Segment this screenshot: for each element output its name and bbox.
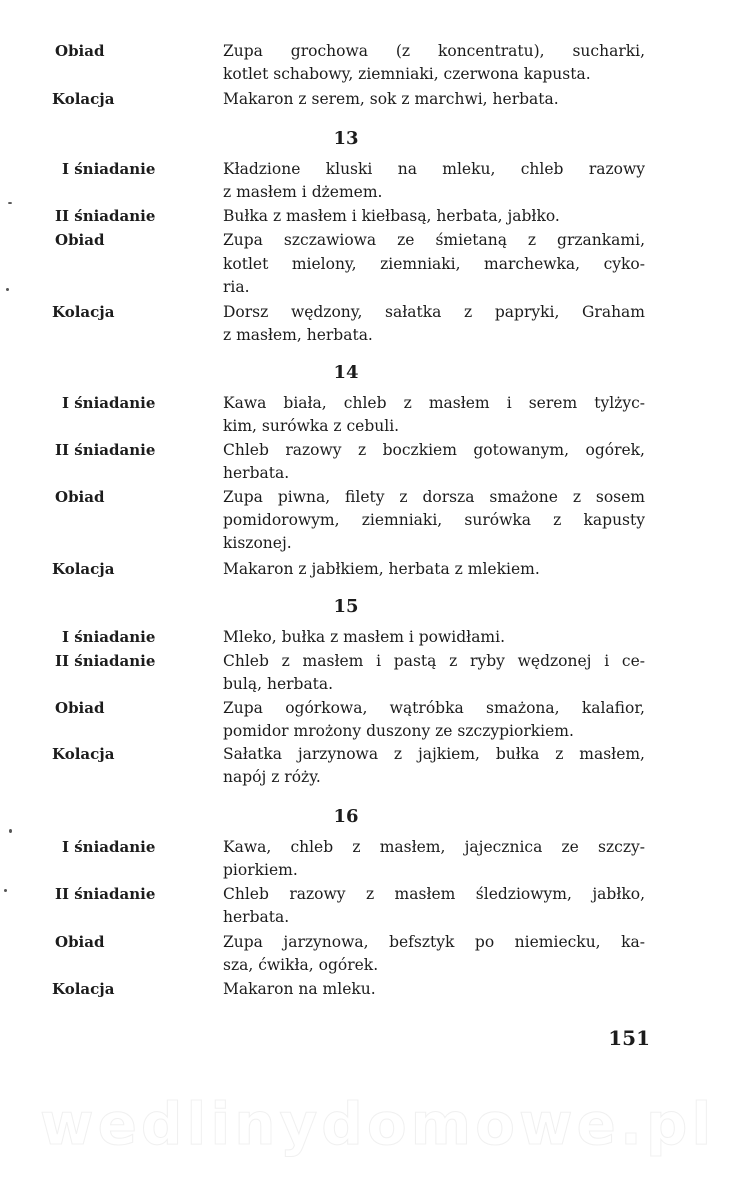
menu-text-line: Sałatka jarzynowa z jajkiem, bułka z masłem, <box>223 745 645 763</box>
meal-label: Kolacja <box>52 560 115 578</box>
menu-text-line: napój z róży. <box>223 768 321 786</box>
menu-text-line: Zupa grochowa (z koncentratu), sucharki, <box>223 42 645 60</box>
meal-label: Obiad <box>55 42 105 60</box>
menu-text-line: kiszonej. <box>223 534 292 552</box>
menu-text-line: herbata. <box>223 908 290 926</box>
menu-text-line: piorkiem. <box>223 861 298 879</box>
menu-text-line: z masłem, herbata. <box>223 326 373 344</box>
menu-text-line: Zupa piwna, filety z dorsza smażone z sosem <box>223 488 645 506</box>
watermark: wedlinydomowe.pl <box>40 1090 716 1158</box>
menu-text-line: Dorsz wędzony, sałatka z papryki, Graham <box>223 303 645 321</box>
menu-text-line: Makaron na mleku. <box>223 980 376 998</box>
print-speck <box>9 829 12 833</box>
day-number: 16 <box>333 806 359 827</box>
menu-text-line: ria. <box>223 278 250 296</box>
menu-text-line: Kawa, chleb z masłem, jajecznica ze szczy- <box>223 838 645 856</box>
meal-label: I śniadanie <box>62 160 156 178</box>
menu-text-line: kim, surówka z cebuli. <box>223 417 400 435</box>
menu-text-line: kotlet mielony, ziemniaki, marchewka, cyko- <box>223 255 645 273</box>
menu-text-line: bulą, herbata. <box>223 675 334 693</box>
menu-text-line: z masłem i dżemem. <box>223 183 383 201</box>
menu-text-line: pomidorowym, ziemniaki, surówka z kapusty <box>223 511 645 529</box>
meal-label: I śniadanie <box>62 394 156 412</box>
menu-text-line: pomidor mrożony duszony ze szczypiorkiem. <box>223 722 574 740</box>
meal-label: Kolacja <box>52 745 115 763</box>
meal-label: II śniadanie <box>55 441 156 459</box>
menu-text-line: Zupa szczawiowa ze śmietaną z grzankami, <box>223 231 645 249</box>
print-speck <box>6 288 9 291</box>
menu-text-line: Chleb razowy z masłem śledziowym, jabłko, <box>223 885 645 903</box>
meal-label: Kolacja <box>52 303 115 321</box>
meal-label: II śniadanie <box>55 652 156 670</box>
menu-text-line: Kładzione kluski na mleku, chleb razowy <box>223 160 645 178</box>
menu-text-line: Chleb razowy z boczkiem gotowanym, ogórek, <box>223 441 645 459</box>
meal-label: Kolacja <box>52 980 115 998</box>
menu-text-line: Makaron z serem, sok z marchwi, herbata. <box>223 90 559 108</box>
menu-text-line: sza, ćwikła, ogórek. <box>223 956 379 974</box>
menu-text-line: Mleko, bułka z masłem i powidłami. <box>223 628 506 646</box>
meal-label: Obiad <box>55 231 105 249</box>
menu-text-line: Chleb z masłem i pastą z ryby wędzonej i ce- <box>223 652 645 670</box>
page-number: 151 <box>608 1026 650 1050</box>
menu-text-line: Bułka z masłem i kiełbasą, herbata, jabłko. <box>223 207 560 225</box>
print-speck <box>8 202 12 204</box>
meal-label: Obiad <box>55 699 105 717</box>
meal-label: Kolacja <box>52 90 115 108</box>
menu-text-line: Makaron z jabłkiem, herbata z mlekiem. <box>223 560 540 578</box>
menu-text-line: Zupa jarzynowa, befsztyk po niemiecku, ka- <box>223 933 645 951</box>
day-number: 14 <box>333 362 359 383</box>
meal-label: Obiad <box>55 933 105 951</box>
meal-label: II śniadanie <box>55 207 156 225</box>
meal-label: II śniadanie <box>55 885 156 903</box>
menu-text-line: Zupa ogórkowa, wątróbka smażona, kalafior, <box>223 699 645 717</box>
menu-text-line: herbata. <box>223 464 290 482</box>
meal-label: Obiad <box>55 488 105 506</box>
day-number: 15 <box>333 596 359 617</box>
print-speck <box>4 889 7 892</box>
meal-label: I śniadanie <box>62 628 156 646</box>
menu-text-line: kotlet schabowy, ziemniaki, czerwona kapusta. <box>223 65 591 83</box>
menu-text-line: Kawa biała, chleb z masłem i serem tylżyc- <box>223 394 645 412</box>
day-number: 13 <box>333 128 359 149</box>
meal-label: I śniadanie <box>62 838 156 856</box>
